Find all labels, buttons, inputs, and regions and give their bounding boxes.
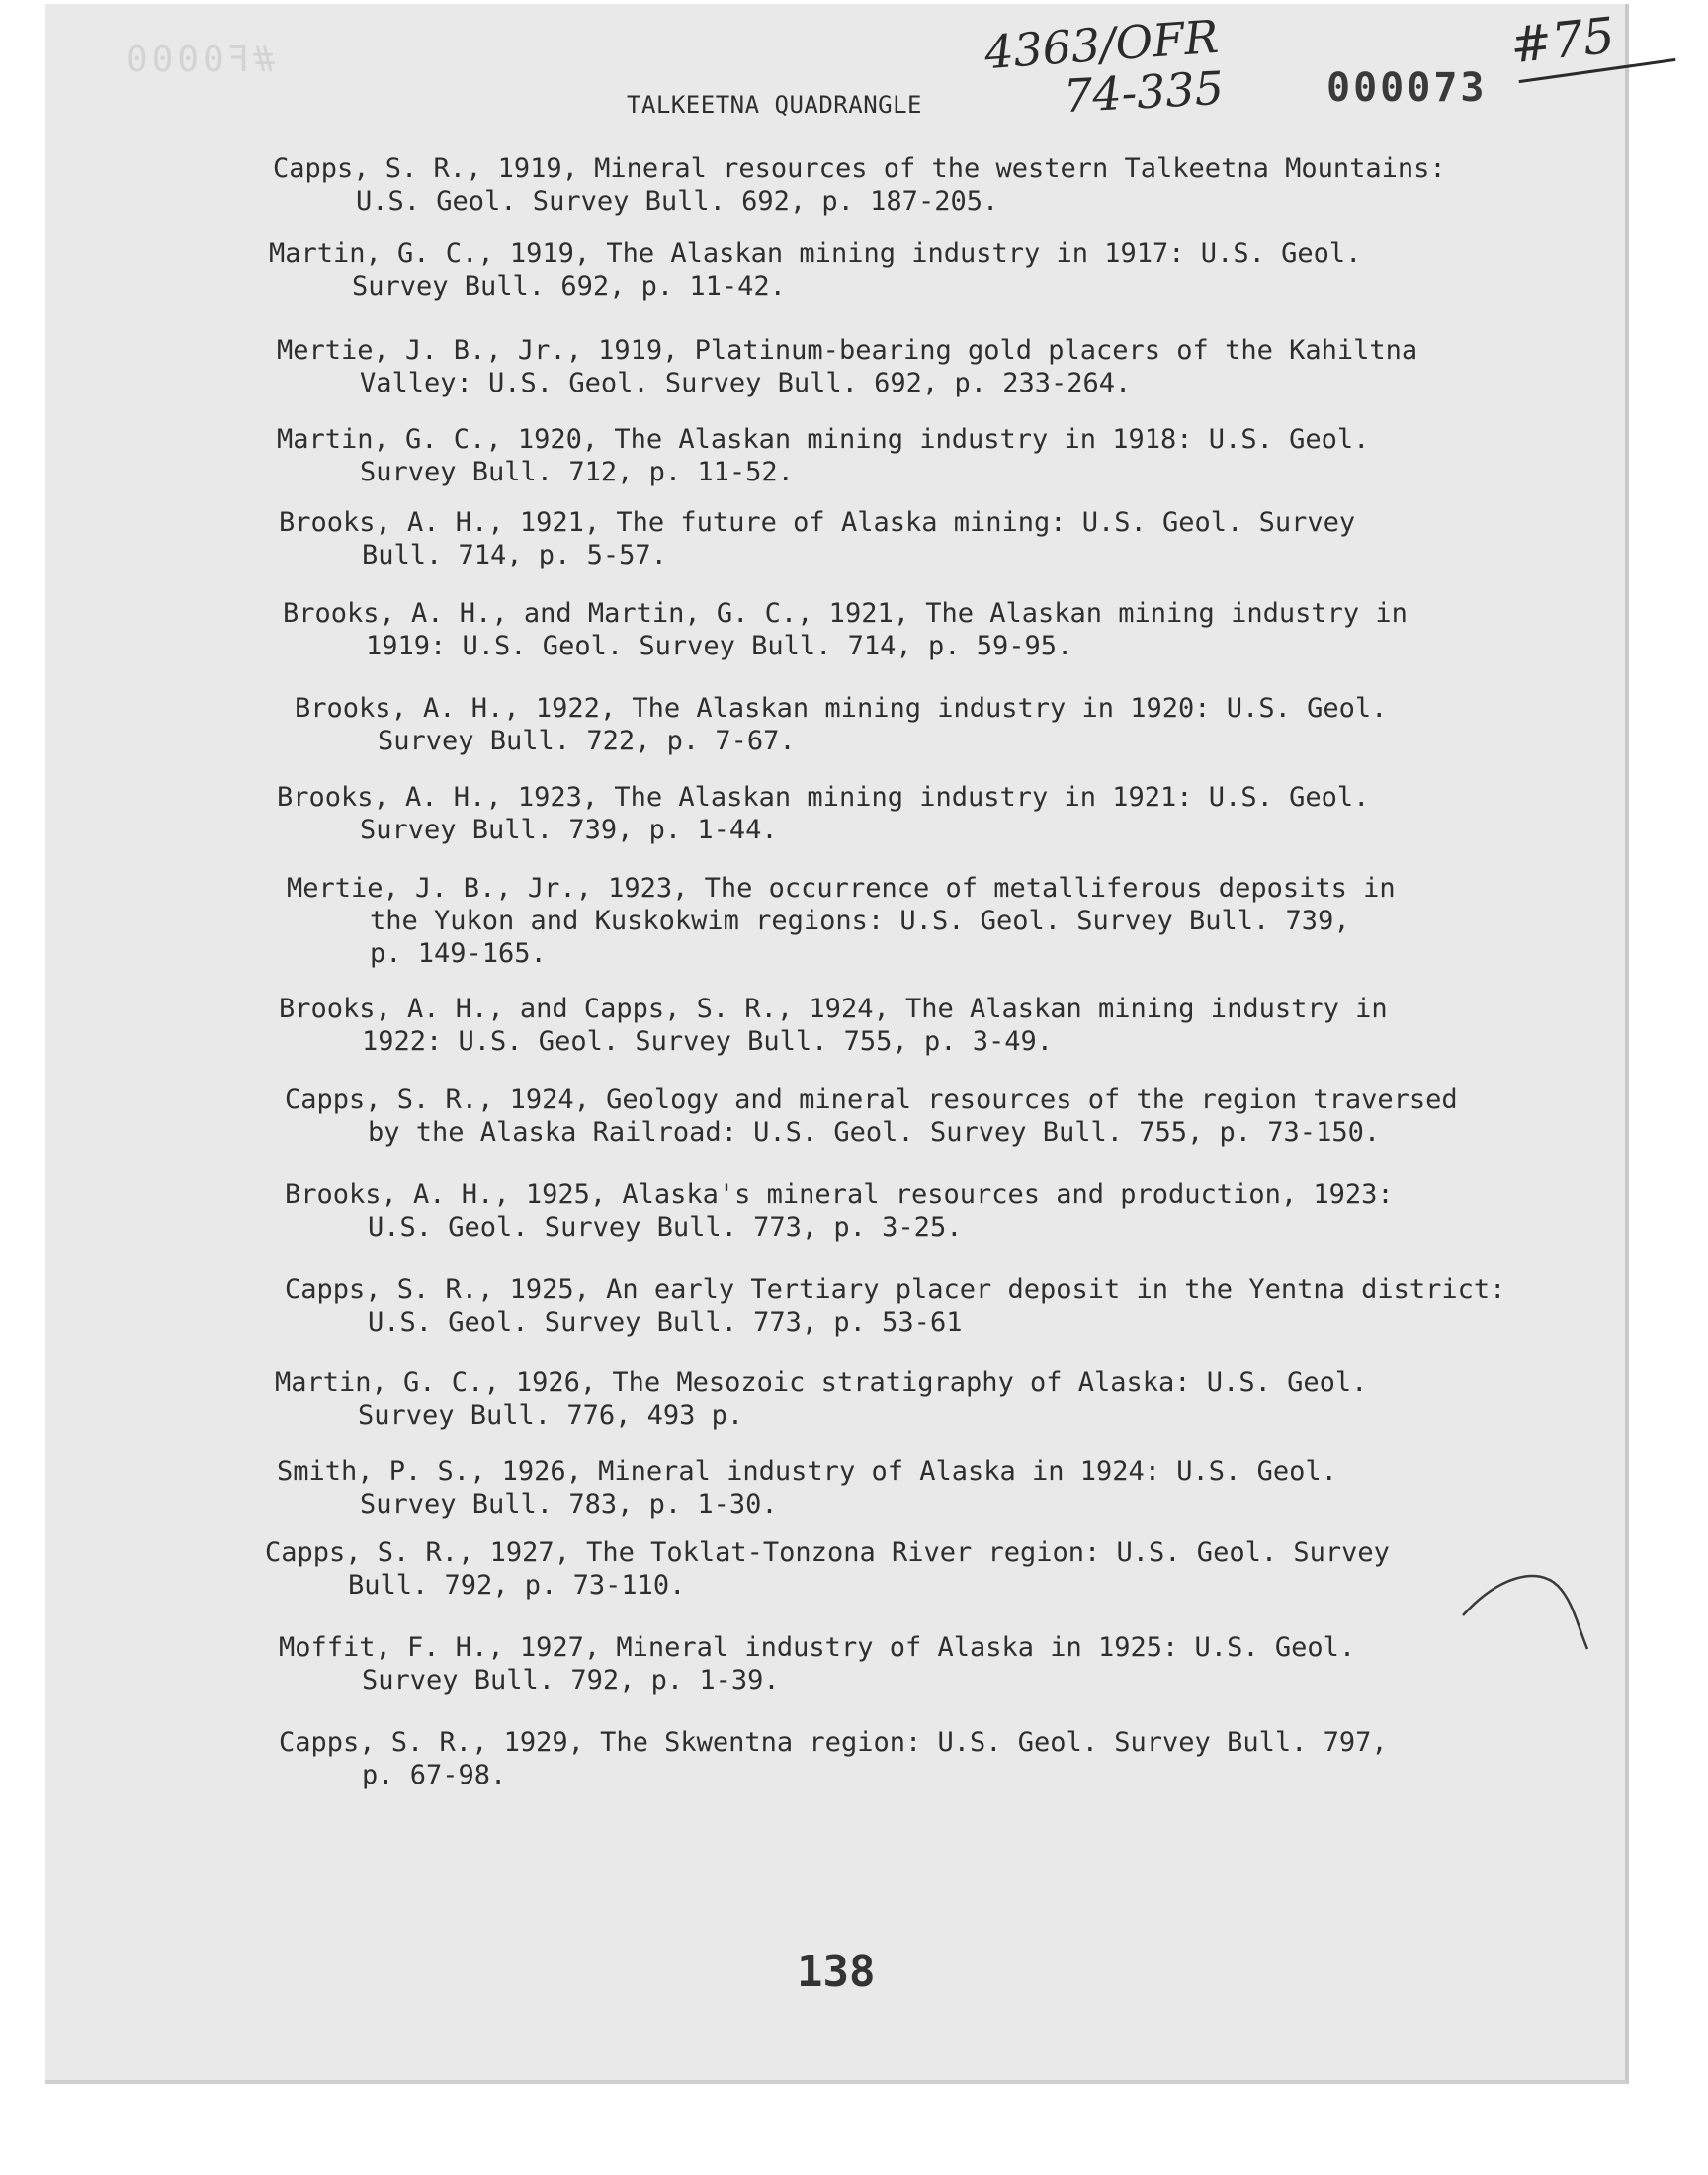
reference-entry — [265, 1536, 1390, 1602]
reference-line-2: U.S. Geol. Survey Bull. 692, p. 187-205. — [356, 186, 999, 217]
reference-line-1: Brooks, A. H., 1922, The Alaskan mining industry in 1920: U.S. Geol. — [295, 693, 1388, 724]
reference-entry — [275, 1366, 1367, 1432]
reference-line-1: Capps, S. R., 1929, The Skwentna region: U.S. Geol. Survey Bull. 797, — [279, 1727, 1388, 1758]
reference-line-2: U.S. Geol. Survey Bull. 773, p. 53-61 — [368, 1307, 963, 1338]
page-title: TALKEETNA QUADRANGLE — [627, 91, 922, 119]
reference-line-1: Mertie, J. B., Jr., 1923, The occurrence of metalliferous deposits in — [287, 873, 1396, 904]
document-number-stamp: 000073 — [1326, 65, 1488, 111]
reference-line-1: Brooks, A. H., 1923, The Alaskan mining industry in 1921: U.S. Geol. — [277, 782, 1370, 813]
reference-entry — [269, 237, 1361, 303]
handwritten-report-number: 74-335 — [1062, 60, 1226, 124]
reference-line-1: Martin, G. C., 1919, The Alaskan mining industry in 1917: U.S. Geol. — [269, 238, 1362, 269]
reference-entry — [285, 1273, 1505, 1339]
reference-line-2: Survey Bull. 722, p. 7-67. — [378, 726, 796, 756]
reference-entry — [279, 506, 1355, 571]
reference-line-2: p. 67-98. — [362, 1760, 507, 1790]
reference-line-2: the Yukon and Kuskokwim regions: U.S. Geol. Survey Bull. 739, — [370, 906, 1350, 936]
reference-line-1: Martin, G. C., 1920, The Alaskan mining industry in 1918: U.S. Geol. — [277, 424, 1370, 455]
reference-entry — [283, 597, 1408, 662]
reference-line-2: 1922: U.S. Geol. Survey Bull. 755, p. 3-49. — [362, 1026, 1053, 1057]
page-number: 138 — [797, 1947, 876, 1997]
reference-entry — [277, 423, 1369, 488]
handwritten-item-number: #75 — [1507, 6, 1618, 75]
reference-entry — [295, 692, 1387, 757]
reference-line-1: Capps, S. R., 1927, The Toklat-Tonzona River region: U.S. Geol. Survey — [265, 1537, 1390, 1568]
document-page — [45, 4, 1629, 2084]
handwritten-curve-mark — [1459, 1546, 1627, 1655]
faint-stamp: #F0000 — [123, 40, 276, 80]
reference-entry — [277, 334, 1417, 399]
reference-line-1: Martin, G. C., 1926, The Mesozoic stratigraphy of Alaska: U.S. Geol. — [275, 1367, 1368, 1398]
reference-entry — [285, 1084, 1458, 1149]
reference-line-2: Bull. 714, p. 5-57. — [362, 540, 667, 570]
reference-entry — [285, 1178, 1394, 1244]
reference-line-1: Capps, S. R., 1919, Mineral resources of the western Talkeetna Mountains: — [273, 153, 1446, 184]
reference-line-1: Brooks, A. H., 1921, The future of Alaska mining: U.S. Geol. Survey — [279, 507, 1356, 538]
reference-line-2: Survey Bull. 783, p. 1-30. — [360, 1489, 778, 1520]
reference-entry — [287, 872, 1396, 970]
reference-line-1: Brooks, A. H., 1925, Alaska's mineral resources and production, 1923: — [285, 1179, 1394, 1210]
reference-line-2: Survey Bull. 792, p. 1-39. — [362, 1665, 780, 1696]
reference-line-1: Mertie, J. B., Jr., 1919, Platinum-bearing gold placers of the Kahiltna — [277, 335, 1418, 366]
reference-entry — [277, 1455, 1337, 1521]
reference-line-2: by the Alaska Railroad: U.S. Geol. Survey Bull. 755, p. 73-150. — [368, 1117, 1381, 1148]
reference-line-3: p. 149-165. — [370, 938, 547, 969]
handwritten-ofr-number: 4363/OFR — [982, 9, 1221, 80]
reference-line-2: U.S. Geol. Survey Bull. 773, p. 3-25. — [368, 1212, 963, 1243]
reference-entry — [277, 781, 1369, 846]
reference-line-2: Bull. 792, p. 73-110. — [348, 1570, 686, 1601]
reference-line-1: Capps, S. R., 1924, Geology and mineral resources of the region traversed — [285, 1085, 1458, 1115]
reference-entry — [279, 993, 1388, 1058]
reference-entry — [279, 1726, 1388, 1791]
reference-line-1: Brooks, A. H., and Capps, S. R., 1924, The Alaskan mining industry in — [279, 994, 1388, 1024]
reference-line-1: Smith, P. S., 1926, Mineral industry of Alaska in 1924: U.S. Geol. — [277, 1456, 1337, 1487]
reference-line-2: Survey Bull. 776, 493 p. — [358, 1400, 744, 1431]
reference-line-1: Capps, S. R., 1925, An early Tertiary placer deposit in the Yentna district: — [285, 1274, 1506, 1305]
reference-line-2: Survey Bull. 712, p. 11-52. — [360, 457, 794, 487]
reference-line-2: Valley: U.S. Geol. Survey Bull. 692, p. 233-264. — [360, 368, 1132, 398]
reference-line-1: Moffit, F. H., 1927, Mineral industry of Alaska in 1925: U.S. Geol. — [279, 1632, 1356, 1663]
reference-line-2: 1919: U.S. Geol. Survey Bull. 714, p. 59-95. — [366, 631, 1073, 661]
reference-line-1: Brooks, A. H., and Martin, G. C., 1921, The Alaskan mining industry in — [283, 598, 1408, 629]
reference-entry — [273, 152, 1446, 218]
reference-entry — [279, 1631, 1355, 1696]
reference-line-2: Survey Bull. 739, p. 1-44. — [360, 815, 778, 845]
reference-line-2: Survey Bull. 692, p. 11-42. — [352, 271, 786, 302]
